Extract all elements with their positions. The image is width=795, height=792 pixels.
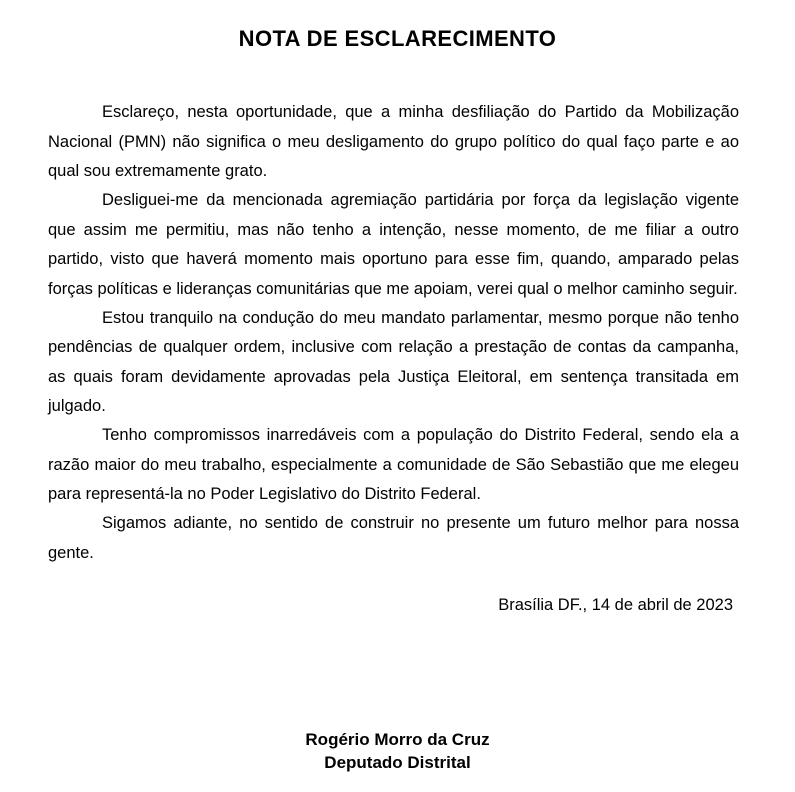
paragraph: Estou tranquilo na condução do meu mandato parlamentar, mesmo porque não tenho pendências de qualquer ordem, inclusive com relação a prestação de contas da campanha, as quais foram devidamente aprovadas pela Justiça Eleitoral, em sentença transitada em julgado. — [48, 308, 739, 415]
paragraph: Tenho compromissos inarredáveis com a população do Distrito Federal, sendo ela a razão maior do meu trabalho, especialmente a comunidade de São Sebastião que me elegeu para representá-la no Poder Legislativo do Distrito Federal. — [48, 426, 739, 504]
place-and-date: Brasília DF., 14 de abril de 2023 — [498, 596, 733, 615]
document-page — [0, 26, 795, 792]
paragraph: Desliguei-me da mencionada agremiação partidária por força da legislação vigente que assim me permitiu, mas não tenho a intenção, nesse momento, de me filiar a outro partido, visto que haverá momento mais oportuno para esse fim, quando, amparado pelas forças políticas e lideranças comunitárias que me apoiam, verei qual o melhor caminho seguir. — [48, 191, 739, 298]
paragraph: Sigamos adiante, no sentido de construir no presente um futuro melhor para nossa gente. — [48, 514, 739, 562]
paragraph: Esclareço, nesta oportunidade, que a minha desfiliação do Partido da Mobilização Nacional (PMN) não significa o meu desligamento do grupo político do qual faço parte e ao qual sou extremamente grato. — [48, 103, 739, 181]
page-title: NOTA DE ESCLARECIMENTO — [238, 26, 557, 51]
document-body — [48, 98, 739, 568]
signature-block — [0, 729, 795, 775]
signatory-role: Deputado Distrital — [324, 752, 471, 772]
signatory-name: Rogério Morro da Cruz — [305, 730, 490, 749]
